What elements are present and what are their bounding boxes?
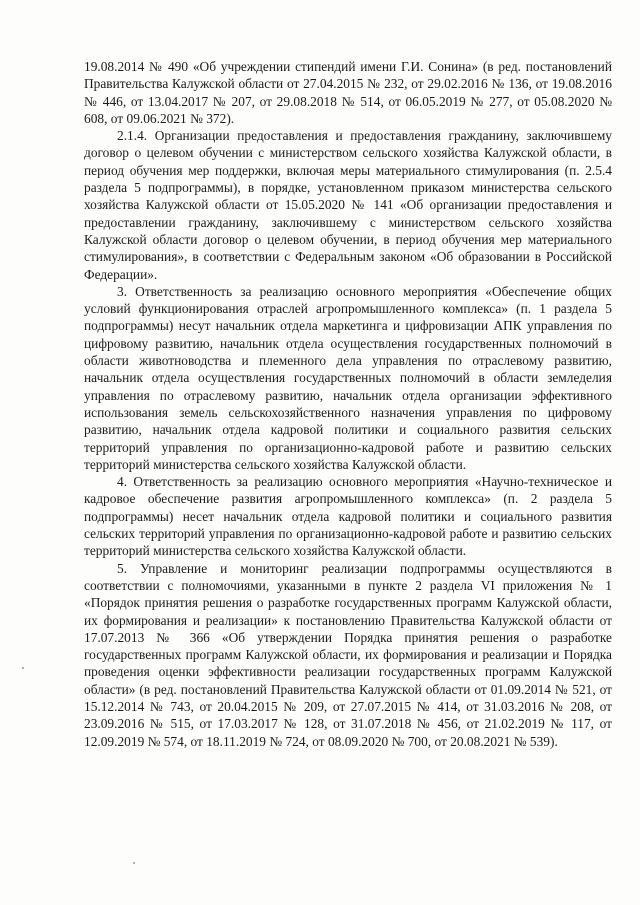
scan-speck [22,667,24,669]
paragraph-5: 5. Управление и мониторинг реализации подпрограммы осуществляются в соответствии с полномочиями, указанными в пункте 2 раздела VI приложения № 1 «Порядок принятия решения о разработке государственных программ Калужской области, их формирования и реализации» к постановлению Правительства Калужской области от 17.07.2013 № 366 «Об утверждении Порядка принятия решения о разработке государственных программ Калужской области, их формирования и реализации и Порядка проведения оценки эффективности реализации государственных программ Калужской области» (в ред. постановлений Правительства Калужской области от 01.09.2014 № 521, от 15.12.2014 № 743, от 20.04.2015 № 209, от 27.07.2015 № 414, от 31.03.2016 № 208, от 23.09.2016 № 515, от 17.03.2017 № 128, от 31.07.2018 № 456, от 21.02.2019 № 117, от 12.09.2019 № 574, от 18.11.2019 № 724, от 08.09.2020 № 700, от 20.08.2021 № 539). [84,560,612,749]
paragraph-2-1-4: 2.1.4. Организации предоставления и предоставления гражданину, заключившему договор о целевом обучении с министерством сельского хозяйства Калужской области, в период обучения мер поддержки, включая меры материального стимулирования (п. 2.5.4 раздела 5 подпрограммы), в порядке, установленном приказом министерства сельского хозяйства Калужской области от 15.05.2020 № 141 «Об организации предоставления и предоставлении гражданину, заключившему с министерством сельского хозяйства Калужской области договор о целевом обучении, в период обучения мер материального стимулирования», в соответствии с Федеральным законом «Об образовании в Российской Федерации». [84,128,612,282]
paragraph-3: 3. Ответственность за реализацию основного мероприятия «Обеспечение общих условий функционирования отраслей агропромышленного комплекса» (п. 1 раздела 5 подпрограммы) несут начальник отдела маркетинга и цифровизации АПК управления по цифровому развитию, начальник отдела осуществления государственных полномочий в области животноводства и племенного дела управления по отраслевому развитию, начальник отдела осуществления государственных полномочий в области земледелия управления по отраслевому развитию, начальник отдела организации эффективного использования земель сельскохозяйственного назначения управления по цифровому развитию, начальник отдела кадровой политики и социального развития сельских территорий управления по организационно-кадровой работе и развитию сельских территорий министерства сельского хозяйства Калужской области. [84,283,612,472]
paragraph-continuation: 19.08.2014 № 490 «Об учреждении стипендий имени Г.И. Сонина» (в ред. постановлений Правительства Калужской области от 27.04.2015 № 232, от 29.02.2016 № 136, от 19.08.2016 № 446, от 13.04.2017 № 207, от 29.08.2018 № 514, от 06.05.2019 № 277, от 05.08.2020 № 608, от 09.06.2021 № 372). [84,59,612,126]
scan-speck [133,862,135,864]
document-body [84,58,612,750]
paragraph-4: 4. Ответственность за реализацию основного мероприятия «Научно-техническое и кадровое обеспечение развития агропромышленного комплекса» (п. 2 раздела 5 подпрограммы) несет начальник отдела кадровой политики и социального развития сельских территорий управления по организационно-кадровой работе и развитию сельских территорий министерства сельского хозяйства Калужской области. [84,474,612,559]
